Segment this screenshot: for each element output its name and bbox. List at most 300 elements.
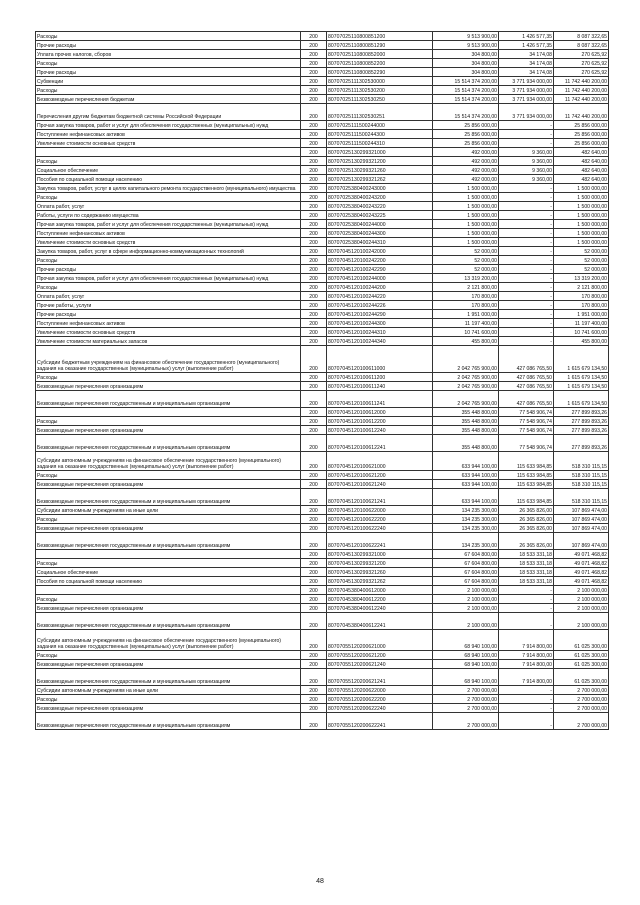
row-unexecuted-cell: 61 025 300,00	[554, 669, 609, 686]
row-name-cell: Безвозмездные перечисления государственным и муниципальным организациям	[36, 435, 301, 452]
row-unexecuted-cell: 277 899 893,26	[554, 435, 609, 452]
row-unexecuted-cell: 25 856 000,00	[554, 121, 609, 130]
row-kbk-cell: 80707055120200621240	[327, 660, 433, 669]
row-code-cell: 200	[301, 559, 327, 568]
row-unexecuted-cell: 1 951 000,00	[554, 310, 609, 319]
row-kbk-cell: 80707055120200622241	[327, 713, 433, 730]
row-kbk-cell: 80707045120100621241	[327, 489, 433, 506]
table-row	[36, 32, 609, 41]
table-row	[36, 193, 609, 202]
table-row	[36, 310, 609, 319]
row-name-cell: Прочие расходы	[36, 310, 301, 319]
row-executed-cell: -	[499, 319, 554, 328]
row-executed-cell: 7 914 800,00	[499, 660, 554, 669]
row-name-cell: Социальное обеспечение	[36, 568, 301, 577]
row-code-cell: 200	[301, 524, 327, 533]
row-name-cell: Поступление нефинансовых активов	[36, 319, 301, 328]
table-row	[36, 68, 609, 77]
row-approved-cell: 9 513 900,00	[433, 32, 499, 41]
row-code-cell: 200	[301, 121, 327, 130]
row-unexecuted-cell: 10 741 600,00	[554, 328, 609, 337]
row-kbk-cell: 80707045130299321000	[327, 550, 433, 559]
row-code-cell: 200	[301, 104, 327, 121]
table-row	[36, 256, 609, 265]
row-code-cell: 200	[301, 41, 327, 50]
row-approved-cell: 455 800,00	[433, 337, 499, 346]
row-unexecuted-cell: 1 500 000,00	[554, 202, 609, 211]
row-code-cell: 200	[301, 480, 327, 489]
table-row	[36, 660, 609, 669]
row-name-cell: Увеличение стоимости основных средств	[36, 238, 301, 247]
table-row	[36, 265, 609, 274]
row-unexecuted-cell: 49 071 468,82	[554, 568, 609, 577]
row-kbk-cell: 80707025111500244310	[327, 139, 433, 148]
row-kbk-cell: 80707045120100244340	[327, 337, 433, 346]
row-executed-cell: 115 633 984,85	[499, 471, 554, 480]
row-unexecuted-cell: 455 800,00	[554, 337, 609, 346]
row-unexecuted-cell: 1 500 000,00	[554, 238, 609, 247]
row-code-cell: 200	[301, 256, 327, 265]
row-executed-cell: 26 365 826,00	[499, 515, 554, 524]
row-code-cell: 200	[301, 229, 327, 238]
table-row	[36, 524, 609, 533]
row-approved-cell: 633 944 100,00	[433, 471, 499, 480]
row-executed-cell: 7 914 800,00	[499, 651, 554, 660]
row-code-cell: 200	[301, 471, 327, 480]
row-code-cell: 200	[301, 515, 327, 524]
row-name-cell: Безвозмездные перечисления организациям	[36, 480, 301, 489]
row-unexecuted-cell: 52 000,00	[554, 265, 609, 274]
row-code-cell: 200	[301, 586, 327, 595]
row-approved-cell: 1 500 000,00	[433, 202, 499, 211]
row-kbk-cell: 80707045120100612200	[327, 417, 433, 426]
row-code-cell: 200	[301, 695, 327, 704]
row-unexecuted-cell: 107 869 474,00	[554, 515, 609, 524]
row-kbk-cell: 80707055120200621000	[327, 630, 433, 651]
row-kbk-cell: 80707055120200621241	[327, 669, 433, 686]
row-approved-cell: 25 856 000,00	[433, 139, 499, 148]
row-name-cell: Расходы	[36, 559, 301, 568]
row-executed-cell: -	[499, 283, 554, 292]
row-executed-cell: 18 533 331,18	[499, 559, 554, 568]
table-row	[36, 630, 609, 651]
row-executed-cell: -	[499, 229, 554, 238]
row-code-cell: 200	[301, 595, 327, 604]
row-kbk-cell: 80707055120200621200	[327, 651, 433, 660]
row-executed-cell: 7 914 800,00	[499, 630, 554, 651]
row-code-cell: 200	[301, 506, 327, 515]
row-code-cell: 200	[301, 310, 327, 319]
row-unexecuted-cell: 270 625,92	[554, 68, 609, 77]
row-executed-cell: 1 426 577,35	[499, 32, 554, 41]
row-approved-cell: 355 448 800,00	[433, 435, 499, 452]
row-code-cell: 200	[301, 660, 327, 669]
row-approved-cell: 2 100 000,00	[433, 613, 499, 630]
table-row	[36, 328, 609, 337]
row-approved-cell: 1 500 000,00	[433, 238, 499, 247]
row-unexecuted-cell: 11 197 400,00	[554, 319, 609, 328]
row-executed-cell: 18 533 331,18	[499, 568, 554, 577]
row-unexecuted-cell: 518 310 115,15	[554, 452, 609, 471]
row-executed-cell: -	[499, 220, 554, 229]
row-approved-cell: 1 500 000,00	[433, 211, 499, 220]
row-approved-cell: 67 604 800,00	[433, 568, 499, 577]
row-kbk-cell: 80707045120100621200	[327, 471, 433, 480]
row-kbk-cell: 80707045120100622000	[327, 506, 433, 515]
row-unexecuted-cell: 1 615 679 134,50	[554, 382, 609, 391]
row-code-cell: 200	[301, 184, 327, 193]
row-name-cell: Безвозмездные перечисления государственным и муниципальным организациям	[36, 713, 301, 730]
table-row	[36, 604, 609, 613]
row-executed-cell: 18 533 331,18	[499, 577, 554, 586]
row-unexecuted-cell: 1 615 679 134,50	[554, 391, 609, 408]
row-unexecuted-cell: 2 100 000,00	[554, 604, 609, 613]
row-code-cell: 200	[301, 435, 327, 452]
row-approved-cell: 25 856 000,00	[433, 130, 499, 139]
table-row	[36, 515, 609, 524]
table-row	[36, 337, 609, 346]
row-executed-cell: -	[499, 130, 554, 139]
row-name-cell: Увеличение стоимости материальных запасов	[36, 337, 301, 346]
table-row	[36, 319, 609, 328]
row-executed-cell: -	[499, 595, 554, 604]
row-code-cell: 200	[301, 202, 327, 211]
table-row	[36, 139, 609, 148]
row-name-cell: Прочая закупка товаров, работ и услуг для обеспечения государственных (муниципальных) нужд	[36, 121, 301, 130]
row-approved-cell: 304 800,00	[433, 50, 499, 59]
row-code-cell: 200	[301, 328, 327, 337]
row-name-cell: Прочие расходы	[36, 41, 301, 50]
row-code-cell: 200	[301, 32, 327, 41]
row-approved-cell: 68 940 100,00	[433, 660, 499, 669]
row-approved-cell: 633 944 100,00	[433, 489, 499, 506]
row-approved-cell: 9 513 900,00	[433, 41, 499, 50]
table-row	[36, 130, 609, 139]
table-row	[36, 202, 609, 211]
row-unexecuted-cell: 2 700 000,00	[554, 704, 609, 713]
table-row	[36, 77, 609, 86]
row-approved-cell: 13 319 200,00	[433, 274, 499, 283]
row-executed-cell: -	[499, 274, 554, 283]
row-approved-cell: 1 500 000,00	[433, 184, 499, 193]
row-kbk-cell: 80707055120200622240	[327, 704, 433, 713]
row-name-cell: Безвозмездные перечисления государственным и муниципальным организациям	[36, 533, 301, 550]
row-kbk-cell: 80707025110800852290	[327, 68, 433, 77]
row-name-cell: Расходы	[36, 157, 301, 166]
row-kbk-cell: 80707025111302530250	[327, 95, 433, 104]
row-name-cell: Социальное обеспечение	[36, 166, 301, 175]
row-kbk-cell: 80707045120100242290	[327, 265, 433, 274]
row-executed-cell: 427 086 765,50	[499, 373, 554, 382]
row-unexecuted-cell: 61 025 300,00	[554, 651, 609, 660]
row-name-cell: Безвозмездные перечисления организациям	[36, 604, 301, 613]
row-executed-cell: 3 771 934 000,00	[499, 95, 554, 104]
row-approved-cell: 492 000,00	[433, 148, 499, 157]
row-unexecuted-cell: 13 319 200,00	[554, 274, 609, 283]
row-name-cell: Расходы	[36, 595, 301, 604]
row-name-cell: Прочие расходы	[36, 265, 301, 274]
row-code-cell: 200	[301, 50, 327, 59]
row-approved-cell: 2 100 000,00	[433, 586, 499, 595]
row-kbk-cell: 80707045120100622200	[327, 515, 433, 524]
table-row	[36, 695, 609, 704]
row-executed-cell: -	[499, 310, 554, 319]
row-name-cell: Безвозмездные перечисления государственным и муниципальным организациям	[36, 391, 301, 408]
row-kbk-cell: 80707045380400612240	[327, 604, 433, 613]
row-kbk-cell: 80707045120100244000	[327, 274, 433, 283]
row-executed-cell: 3 771 934 000,00	[499, 86, 554, 95]
row-approved-cell: 10 741 600,00	[433, 328, 499, 337]
row-executed-cell: -	[499, 686, 554, 695]
row-kbk-cell: 80707025130299321200	[327, 157, 433, 166]
row-unexecuted-cell: 270 625,92	[554, 59, 609, 68]
row-code-cell: 200	[301, 391, 327, 408]
row-approved-cell: 170 800,00	[433, 301, 499, 310]
row-name-cell: Закупка товаров, работ, услуг в целях капитального ремонта государственного (муниципального) имущества	[36, 184, 301, 193]
row-code-cell: 200	[301, 139, 327, 148]
row-name-cell: Прочая закупка товаров, работ и услуг для обеспечения государственных (муниципальных) нужд	[36, 274, 301, 283]
table-row	[36, 50, 609, 59]
row-unexecuted-cell: 49 071 468,82	[554, 577, 609, 586]
row-executed-cell: -	[499, 613, 554, 630]
table-row	[36, 489, 609, 506]
row-kbk-cell: 80707045130299321260	[327, 568, 433, 577]
row-code-cell: 200	[301, 68, 327, 77]
table-row	[36, 175, 609, 184]
row-name-cell: Субсидии бюджетным учреждениям на финансовое обеспечение государственного (муниципального) задания на оказание государственных (муниципальных) услуг (выполнение работ)	[36, 346, 301, 373]
row-code-cell: 200	[301, 292, 327, 301]
row-code-cell: 200	[301, 59, 327, 68]
row-code-cell: 200	[301, 95, 327, 104]
row-unexecuted-cell: 518 310 115,15	[554, 489, 609, 506]
row-kbk-cell: 80707025380400244000	[327, 220, 433, 229]
row-kbk-cell: 80707045120100244220	[327, 292, 433, 301]
row-approved-cell: 2 100 000,00	[433, 604, 499, 613]
row-approved-cell: 1 500 000,00	[433, 193, 499, 202]
row-kbk-cell: 80707045380400612200	[327, 595, 433, 604]
row-unexecuted-cell: 277 899 893,26	[554, 426, 609, 435]
row-unexecuted-cell: 2 100 000,00	[554, 613, 609, 630]
row-executed-cell: -	[499, 328, 554, 337]
row-name-cell	[36, 586, 301, 595]
row-executed-cell: 9 360,00	[499, 148, 554, 157]
row-approved-cell: 492 000,00	[433, 157, 499, 166]
table-row	[36, 166, 609, 175]
row-kbk-cell: 80707045130299321262	[327, 577, 433, 586]
row-kbk-cell: 80707025111500244300	[327, 130, 433, 139]
row-unexecuted-cell: 1 500 000,00	[554, 229, 609, 238]
row-kbk-cell: 80707045120100622240	[327, 524, 433, 533]
row-code-cell: 200	[301, 382, 327, 391]
row-name-cell: Субсидии автономным учреждениям на иные цели	[36, 686, 301, 695]
row-executed-cell: -	[499, 292, 554, 301]
row-approved-cell: 2 700 000,00	[433, 686, 499, 695]
row-executed-cell: 26 365 826,00	[499, 533, 554, 550]
row-kbk-cell: 80707045380400612000	[327, 586, 433, 595]
row-approved-cell: 2 121 800,00	[433, 283, 499, 292]
row-executed-cell: -	[499, 121, 554, 130]
row-approved-cell: 134 235 300,00	[433, 506, 499, 515]
row-name-cell	[36, 550, 301, 559]
table-row	[36, 533, 609, 550]
row-unexecuted-cell: 170 800,00	[554, 301, 609, 310]
row-approved-cell: 2 100 000,00	[433, 595, 499, 604]
row-approved-cell: 1 951 000,00	[433, 310, 499, 319]
row-executed-cell: -	[499, 256, 554, 265]
row-code-cell: 200	[301, 247, 327, 256]
row-executed-cell: 115 633 984,85	[499, 452, 554, 471]
table-row	[36, 346, 609, 373]
row-unexecuted-cell: 2 100 000,00	[554, 586, 609, 595]
row-unexecuted-cell: 8 087 322,65	[554, 41, 609, 50]
row-name-cell: Оплата работ, услуг	[36, 202, 301, 211]
row-code-cell: 200	[301, 604, 327, 613]
row-unexecuted-cell: 25 856 000,00	[554, 139, 609, 148]
table-row	[36, 301, 609, 310]
row-kbk-cell: 80707025380400243220	[327, 202, 433, 211]
row-executed-cell: -	[499, 202, 554, 211]
row-unexecuted-cell: 61 025 300,00	[554, 660, 609, 669]
row-name-cell: Субвенции	[36, 77, 301, 86]
table-row	[36, 95, 609, 104]
table-row	[36, 613, 609, 630]
row-kbk-cell: 80707045120100244290	[327, 310, 433, 319]
row-approved-cell: 1 500 000,00	[433, 220, 499, 229]
row-unexecuted-cell: 2 700 000,00	[554, 713, 609, 730]
row-code-cell: 200	[301, 489, 327, 506]
row-name-cell: Безвозмездные перечисления государственным и муниципальным организациям	[36, 489, 301, 506]
row-name-cell: Расходы	[36, 651, 301, 660]
row-name-cell: Безвозмездные перечисления государственным и муниципальным организациям	[36, 613, 301, 630]
table-row	[36, 247, 609, 256]
table-row	[36, 220, 609, 229]
row-approved-cell: 15 514 374 200,00	[433, 86, 499, 95]
row-unexecuted-cell: 270 625,92	[554, 50, 609, 59]
row-code-cell: 200	[301, 568, 327, 577]
row-unexecuted-cell: 1 500 000,00	[554, 184, 609, 193]
row-approved-cell: 492 000,00	[433, 175, 499, 184]
row-kbk-cell: 80707025111500244000	[327, 121, 433, 130]
row-approved-cell: 68 940 100,00	[433, 669, 499, 686]
table-row	[36, 651, 609, 660]
row-name-cell: Безвозмездные перечисления организациям	[36, 426, 301, 435]
row-name-cell: Безвозмездные перечисления бюджетам	[36, 95, 301, 104]
row-unexecuted-cell: 11 742 440 200,00	[554, 104, 609, 121]
row-unexecuted-cell: 2 121 800,00	[554, 283, 609, 292]
row-executed-cell: -	[499, 139, 554, 148]
table-row	[36, 184, 609, 193]
row-kbk-cell: 80707025110800852000	[327, 50, 433, 59]
row-code-cell: 200	[301, 166, 327, 175]
row-kbk-cell: 80707025380400244300	[327, 229, 433, 238]
row-unexecuted-cell: 52 000,00	[554, 247, 609, 256]
row-code-cell: 200	[301, 426, 327, 435]
row-executed-cell: 77 548 906,74	[499, 408, 554, 417]
row-approved-cell: 1 500 000,00	[433, 229, 499, 238]
row-approved-cell: 633 944 100,00	[433, 480, 499, 489]
row-approved-cell: 15 514 374 200,00	[433, 95, 499, 104]
table-row	[36, 471, 609, 480]
row-name-cell: Безвозмездные перечисления организациям	[36, 660, 301, 669]
table-row	[36, 417, 609, 426]
row-name-cell: Перечисления другим бюджетам бюджетной системы Российской Федерации	[36, 104, 301, 121]
row-code-cell: 200	[301, 238, 327, 247]
row-name-cell: Оплата работ, услуг	[36, 292, 301, 301]
row-name-cell: Расходы	[36, 256, 301, 265]
table-row	[36, 595, 609, 604]
row-unexecuted-cell: 61 025 300,00	[554, 630, 609, 651]
row-kbk-cell: 80707045120100611240	[327, 382, 433, 391]
row-approved-cell: 15 514 374 200,00	[433, 77, 499, 86]
row-code-cell: 200	[301, 175, 327, 184]
row-code-cell: 200	[301, 193, 327, 202]
row-name-cell: Увеличение стоимости основных средств	[36, 328, 301, 337]
row-code-cell: 200	[301, 86, 327, 95]
row-executed-cell: 34 174,08	[499, 50, 554, 59]
page-number: 48	[316, 878, 324, 885]
row-unexecuted-cell: 1 500 000,00	[554, 220, 609, 229]
row-executed-cell: 427 086 765,50	[499, 382, 554, 391]
row-name-cell: Увеличение стоимости основных средств	[36, 139, 301, 148]
row-executed-cell: -	[499, 211, 554, 220]
row-executed-cell: -	[499, 713, 554, 730]
row-approved-cell: 2 042 765 900,00	[433, 373, 499, 382]
budget-table-container	[35, 31, 608, 730]
row-code-cell: 200	[301, 577, 327, 586]
row-name-cell: Субсидии автономным учреждениям на иные цели	[36, 506, 301, 515]
row-name-cell	[36, 148, 301, 157]
row-code-cell: 200	[301, 713, 327, 730]
row-executed-cell: -	[499, 184, 554, 193]
row-name-cell: Безвозмездные перечисления государственным и муниципальным организациям	[36, 669, 301, 686]
row-name-cell: Работы, услуги по содержанию имущества	[36, 211, 301, 220]
row-executed-cell: -	[499, 604, 554, 613]
row-name-cell: Расходы	[36, 283, 301, 292]
row-code-cell: 200	[301, 630, 327, 651]
row-approved-cell: 52 000,00	[433, 265, 499, 274]
table-row	[36, 86, 609, 95]
row-code-cell: 200	[301, 283, 327, 292]
table-row	[36, 480, 609, 489]
row-kbk-cell: 80707045130299321200	[327, 559, 433, 568]
table-row	[36, 713, 609, 730]
row-executed-cell: 427 086 765,50	[499, 391, 554, 408]
row-name-cell: Расходы	[36, 59, 301, 68]
row-unexecuted-cell: 52 000,00	[554, 256, 609, 265]
row-code-cell: 200	[301, 301, 327, 310]
row-unexecuted-cell: 518 310 115,15	[554, 480, 609, 489]
row-name-cell: Пособия по социальной помощи населению	[36, 577, 301, 586]
row-executed-cell: 115 633 984,85	[499, 489, 554, 506]
row-unexecuted-cell: 1 615 679 134,50	[554, 346, 609, 373]
row-approved-cell: 134 235 300,00	[433, 524, 499, 533]
row-approved-cell: 304 800,00	[433, 68, 499, 77]
row-name-cell: Расходы	[36, 695, 301, 704]
row-executed-cell: -	[499, 301, 554, 310]
row-kbk-cell: 80707045120100242200	[327, 256, 433, 265]
row-approved-cell: 355 448 800,00	[433, 408, 499, 417]
row-kbk-cell: 80707025111302530000	[327, 77, 433, 86]
row-unexecuted-cell: 107 869 474,00	[554, 524, 609, 533]
row-approved-cell: 304 800,00	[433, 59, 499, 68]
row-name-cell: Субсидии автономным учреждениям на финансовое обеспечение государственного (муниципального) задания на оказание государственных (муниципальных) услуг (выполнение работ)	[36, 452, 301, 471]
row-unexecuted-cell: 8 087 322,65	[554, 32, 609, 41]
row-code-cell: 200	[301, 686, 327, 695]
row-code-cell: 200	[301, 550, 327, 559]
table-row	[36, 435, 609, 452]
row-approved-cell: 67 604 800,00	[433, 577, 499, 586]
row-code-cell: 200	[301, 533, 327, 550]
